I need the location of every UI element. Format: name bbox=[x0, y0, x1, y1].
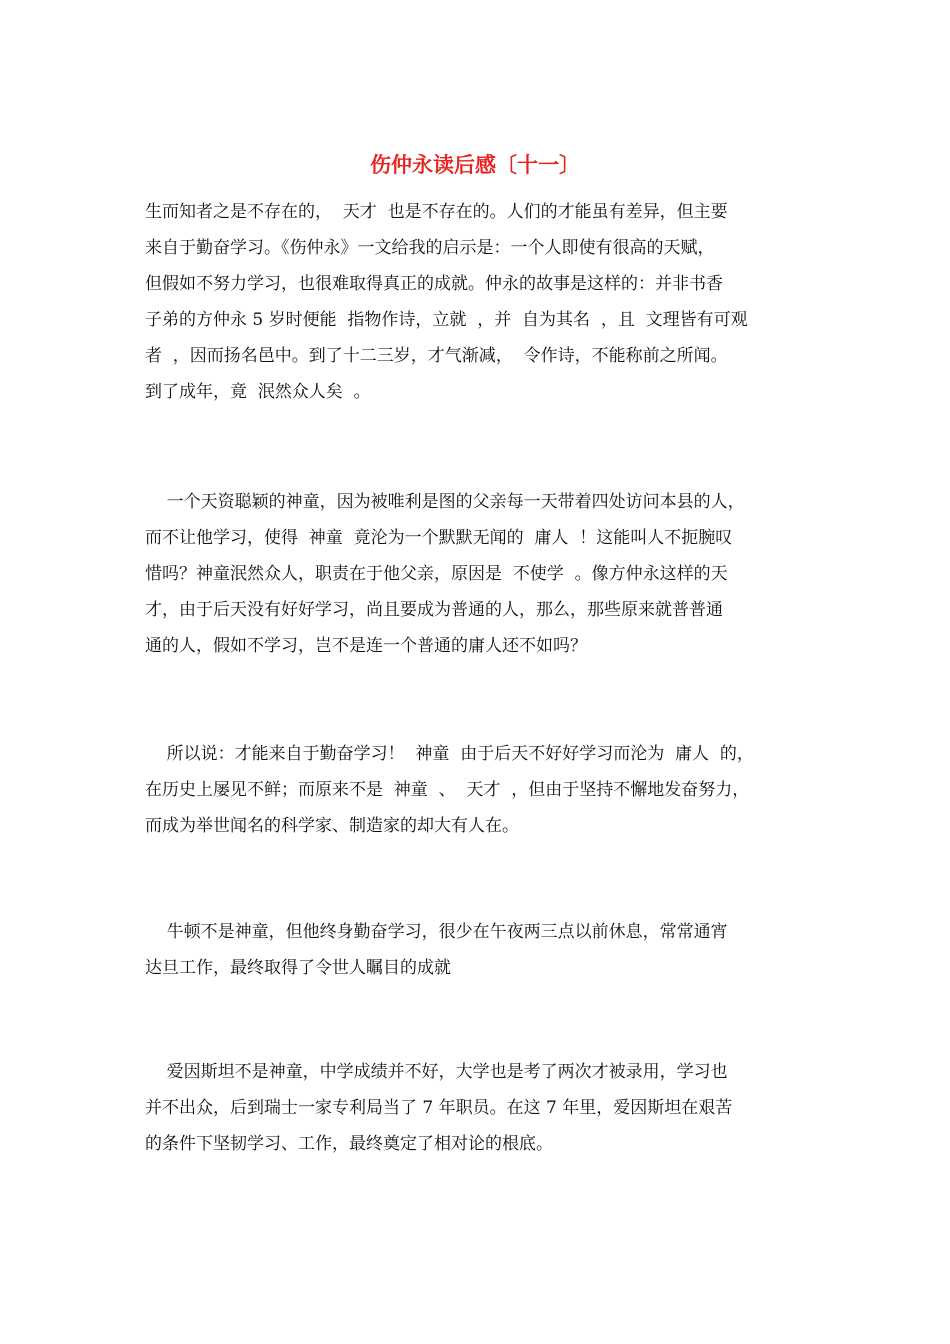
text-line: 在历史上屡见不鲜；而原来不是 神童 、 天才 ，但由于坚持不懈地发奋努力， bbox=[145, 780, 750, 800]
text-line: 爱因斯坦不是神童，中学成绩并不好，大学也是考了两次才被录用，学习也 bbox=[145, 1062, 728, 1082]
paragraph-1 bbox=[145, 194, 825, 410]
text-line: 牛顿不是神童，但他终身勤奋学习，很少在午夜两三点以前休息，常常通宵 bbox=[145, 922, 728, 942]
text-line: 而成为举世闻名的科学家、制造家的却大有人在。 bbox=[145, 816, 519, 836]
text-line: 而不让他学习，使得 神童 竟沦为一个默默无闻的 庸人 ！这能叫人不扼腕叹 bbox=[145, 528, 733, 548]
text-line: 生而知者之是不存在的， 天才 也是不存在的。人们的才能虽有差异，但主要 bbox=[145, 202, 728, 222]
text-line: 达旦工作，最终取得了令世人瞩目的成就 bbox=[145, 958, 451, 978]
paragraph-2 bbox=[145, 484, 825, 664]
page-title: 伤仲永读后感〔十一〕 bbox=[370, 152, 580, 177]
text-line: 子弟的方仲永 5 岁时便能 指物作诗，立就 ，并 自为其名 ，且 文理皆有可观 bbox=[145, 310, 748, 330]
text-line: 的条件下坚韧学习、工作，最终奠定了相对论的根底。 bbox=[145, 1134, 553, 1154]
text-line: 才，由于后天没有好好学习，尚且要成为普通的人，那么，那些原来就普普通 bbox=[145, 600, 723, 620]
paragraph-4 bbox=[145, 914, 825, 986]
text-line: 但假如不努力学习，也很难取得真正的成就。仲永的故事是这样的：并非书香 bbox=[145, 274, 723, 294]
text-line: 惜吗？神童泯然众人，职责在于他父亲，原因是 不使学 。像方仲永这样的天 bbox=[145, 564, 728, 584]
text-line: 一个天资聪颖的神童，因为被唯利是图的父亲每一天带着四处访问本县的人， bbox=[145, 492, 745, 512]
text-line: 并不出众，后到瑞士一家专利局当了 7 年职员。在这 7 年里，爱因斯坦在艰苦 bbox=[145, 1098, 733, 1118]
text-line: 来自于勤奋学习。《伤仲永》一文给我的启示是：一个人即使有很高的天赋， bbox=[145, 238, 715, 258]
text-line: 到了成年，竟 泯然众人矣 。 bbox=[145, 382, 371, 402]
text-line: 通的人，假如不学习，岂不是连一个普通的庸人还不如吗？ bbox=[145, 636, 587, 656]
paragraph-5 bbox=[145, 1054, 825, 1162]
paragraph-3 bbox=[145, 736, 825, 844]
text-line: 所以说：才能来自于勤奋学习！ 神童 由于后天不好好学习而沦为 庸人 的， bbox=[145, 744, 754, 764]
text-line: 者 ，因而扬名邑中。到了十二三岁，才气渐减， 令作诗，不能称前之所闻。 bbox=[145, 346, 728, 366]
